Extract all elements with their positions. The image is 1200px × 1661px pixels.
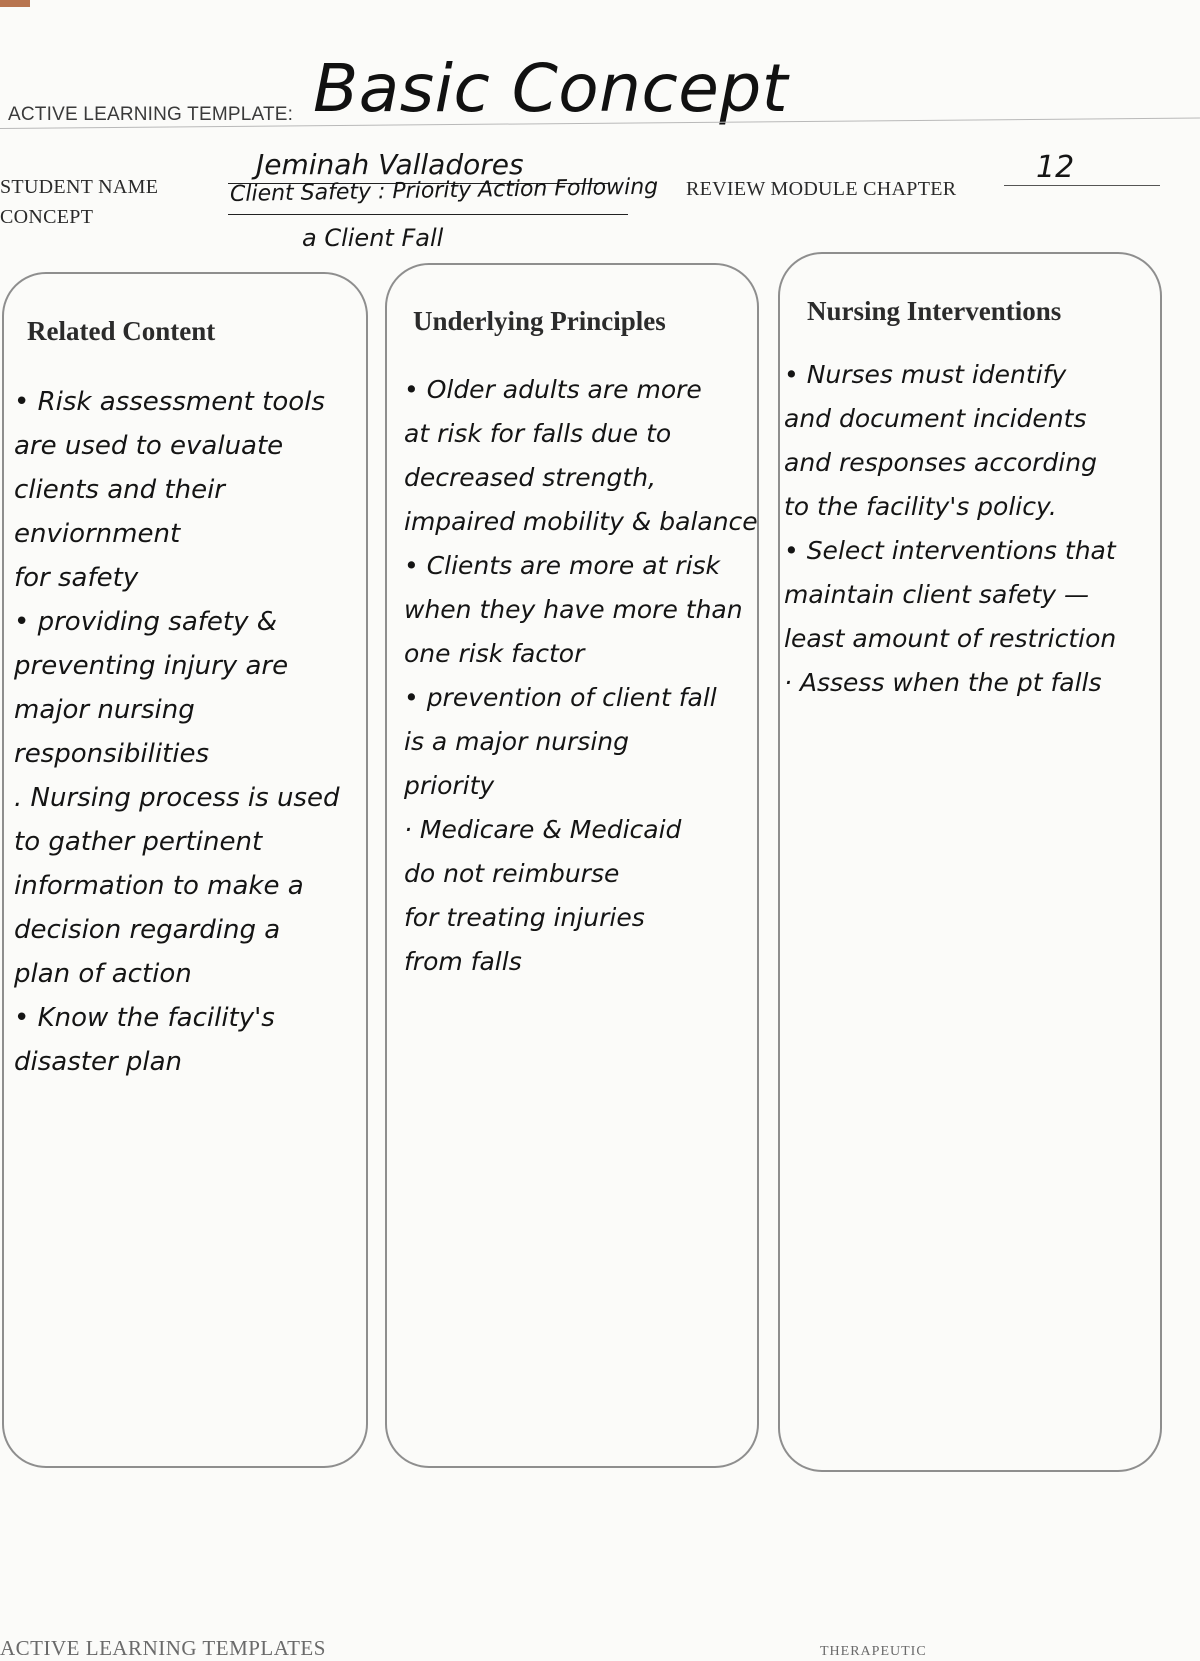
concept-value-line1: Client Safety : Priority Action Following <box>229 174 659 207</box>
student-name-value: Jeminah Valladores <box>256 148 524 181</box>
footer-right-text: THERAPEUTIC <box>820 1644 927 1659</box>
footer-left-text: ACTIVE LEARNING TEMPLATES <box>0 1636 326 1660</box>
review-module-label: REVIEW MODULE CHAPTER <box>686 178 957 200</box>
template-label: ACTIVE LEARNING TEMPLATE: <box>8 104 294 125</box>
nursing-interventions-heading: Nursing Interventions <box>807 296 1062 326</box>
related-content-notes: • Risk assessment tools are used to evaluate clients and their enviornment for safety • providing safety & preventing injury are major nursing responsibilities . Nursing process is used to gather pertinent information to make a decision regarding a plan of action • Know the facility's disaster plan <box>14 387 340 1077</box>
concept-label: CONCEPT <box>0 206 94 228</box>
underlying-principles-notes: • Older adults are more at risk for falls due to decreased strength, impaired mobility & balance • Clients are more at risk when they have more than one risk factor • prevention of client fall is a major nursing priority · Medicare & Medicaid do not reimburse for treating injuries from falls <box>404 375 758 976</box>
review-module-value: 12 <box>1036 150 1075 185</box>
underlying-principles-heading: Underlying Principles <box>413 306 666 336</box>
concept-underline <box>228 214 628 215</box>
nursing-interventions-notes: • Nurses must identify and document incidents and responses according to the facility's policy. • Select interventions that maintain client safety — least amount of restriction · Assess when the pt falls <box>784 360 1117 697</box>
concept-value-line2: a Client Fall <box>302 224 444 252</box>
page-corner-mark <box>0 0 30 7</box>
review-module-underline <box>1004 185 1160 186</box>
template-title: Basic Concept <box>313 50 789 127</box>
student-name-label: STUDENT NAME <box>0 176 159 198</box>
related-content-heading: Related Content <box>27 316 216 346</box>
